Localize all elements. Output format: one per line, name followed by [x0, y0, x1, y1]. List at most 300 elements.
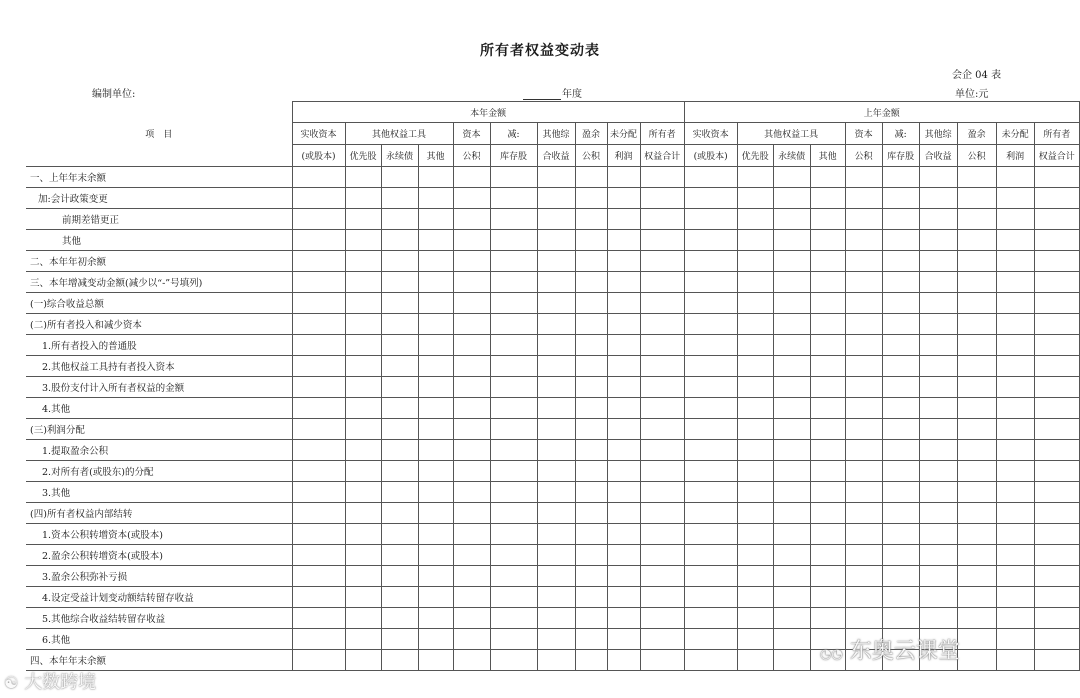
col-prior-treasury-stock-sub: 库存股: [882, 145, 919, 167]
amount-cell: [537, 230, 575, 251]
amount-cell: [1034, 398, 1079, 419]
amount-cell: [381, 629, 418, 650]
table-row: [26, 356, 1079, 377]
amount-cell: [810, 461, 845, 482]
col-prior-paid-in-capital: 实收资本: [684, 123, 737, 145]
amount-cell: [490, 398, 537, 419]
amount-cell: [453, 608, 490, 629]
amount-cell: [418, 209, 453, 230]
amount-cell: [575, 188, 607, 209]
amount-cell: [737, 608, 773, 629]
col-retained-earnings: 未分配: [607, 123, 640, 145]
amount-cell: [607, 377, 640, 398]
amount-cell: [490, 545, 537, 566]
col-prior-treasury-stock: 减:: [882, 123, 919, 145]
amount-cell: [845, 167, 882, 188]
amount-cell: [919, 440, 957, 461]
amount-cell: [418, 440, 453, 461]
amount-cell: [418, 503, 453, 524]
amount-cell: [453, 377, 490, 398]
col-prior-preferred: 优先股: [737, 145, 773, 167]
amount-cell: [345, 545, 381, 566]
amount-cell: [957, 461, 996, 482]
table-row: [26, 188, 1079, 209]
amount-cell: [640, 461, 684, 482]
amount-cell: [684, 440, 737, 461]
amount-cell: [810, 608, 845, 629]
amount-cell: [684, 356, 737, 377]
amount-cell: [882, 440, 919, 461]
amount-cell: [490, 356, 537, 377]
amount-cell: [381, 545, 418, 566]
amount-cell: [607, 482, 640, 503]
amount-cell: [737, 587, 773, 608]
amount-cell: [537, 650, 575, 671]
amount-cell: [575, 587, 607, 608]
amount-cell: [684, 587, 737, 608]
amount-cell: [292, 503, 345, 524]
amount-cell: [996, 629, 1034, 650]
amount-cell: [418, 167, 453, 188]
amount-cell: [882, 587, 919, 608]
amount-cell: [607, 230, 640, 251]
amount-cell: [453, 230, 490, 251]
amount-cell: [607, 293, 640, 314]
amount-cell: [957, 230, 996, 251]
amount-cell: [773, 230, 810, 251]
amount-cell: [345, 461, 381, 482]
amount-cell: [919, 566, 957, 587]
amount-cell: [810, 272, 845, 293]
col-prior-total-equity-sub: 权益合计: [1034, 145, 1079, 167]
amount-cell: [845, 503, 882, 524]
amount-cell: [919, 545, 957, 566]
amount-cell: [684, 524, 737, 545]
amount-cell: [810, 293, 845, 314]
amount-cell: [490, 230, 537, 251]
amount-cell: [575, 650, 607, 671]
amount-cell: [737, 398, 773, 419]
row-label: 3.其他: [26, 482, 292, 503]
amount-cell: [381, 566, 418, 587]
amount-cell: [773, 566, 810, 587]
amount-cell: [418, 629, 453, 650]
amount-cell: [418, 251, 453, 272]
amount-cell: [607, 503, 640, 524]
col-paid-in-capital-sub: (或股本): [292, 145, 345, 167]
amount-cell: [957, 188, 996, 209]
amount-cell: [810, 545, 845, 566]
amount-cell: [490, 608, 537, 629]
amount-cell: [1034, 209, 1079, 230]
amount-cell: [882, 188, 919, 209]
amount-cell: [773, 650, 810, 671]
table-row: [26, 566, 1079, 587]
amount-cell: [537, 398, 575, 419]
amount-cell: [737, 272, 773, 293]
amount-cell: [737, 335, 773, 356]
watermark-right-text: 东奥云课堂: [849, 639, 960, 664]
row-label: 3.盈余公积弥补亏损: [26, 566, 292, 587]
amount-cell: [607, 461, 640, 482]
amount-cell: [1034, 293, 1079, 314]
amount-cell: [418, 650, 453, 671]
row-label: 前期差错更正: [26, 209, 292, 230]
amount-cell: [292, 419, 345, 440]
amount-cell: [996, 503, 1034, 524]
amount-cell: [773, 335, 810, 356]
col-treasury-stock: 减:: [490, 123, 537, 145]
amount-cell: [640, 398, 684, 419]
watermark-right: [820, 634, 960, 665]
amount-cell: [919, 335, 957, 356]
amount-cell: [607, 587, 640, 608]
amount-cell: [882, 503, 919, 524]
amount-cell: [737, 314, 773, 335]
amount-cell: [919, 314, 957, 335]
amount-cell: [418, 482, 453, 503]
amount-cell: [684, 482, 737, 503]
amount-cell: [575, 335, 607, 356]
amount-cell: [292, 167, 345, 188]
amount-cell: [773, 524, 810, 545]
table-row: [26, 587, 1079, 608]
table-row: [26, 482, 1079, 503]
amount-cell: [292, 587, 345, 608]
amount-cell: [919, 419, 957, 440]
amount-cell: [490, 209, 537, 230]
amount-cell: [640, 587, 684, 608]
amount-cell: [773, 461, 810, 482]
amount-cell: [607, 356, 640, 377]
amount-cell: [684, 461, 737, 482]
amount-cell: [773, 419, 810, 440]
col-surplus-reserve: 盈余: [575, 123, 607, 145]
amount-cell: [957, 650, 996, 671]
amount-cell: [418, 398, 453, 419]
amount-cell: [292, 209, 345, 230]
amount-cell: [773, 314, 810, 335]
amount-cell: [845, 356, 882, 377]
amount-cell: [607, 272, 640, 293]
amount-cell: [845, 419, 882, 440]
equity-changes-table: [26, 101, 1080, 671]
amount-cell: [996, 356, 1034, 377]
row-label: 1.所有者投入的普通股: [26, 335, 292, 356]
amount-cell: [418, 545, 453, 566]
amount-cell: [453, 650, 490, 671]
amount-cell: [919, 608, 957, 629]
amount-cell: [292, 566, 345, 587]
amount-cell: [575, 167, 607, 188]
amount-cell: [737, 167, 773, 188]
amount-cell: [453, 314, 490, 335]
amount-cell: [607, 209, 640, 230]
amount-cell: [345, 188, 381, 209]
table-body: [26, 167, 1079, 671]
amount-cell: [345, 482, 381, 503]
amount-cell: [845, 461, 882, 482]
amount-cell: [537, 314, 575, 335]
amount-cell: [490, 566, 537, 587]
amount-cell: [957, 482, 996, 503]
amount-cell: [381, 608, 418, 629]
amount-cell: [996, 461, 1034, 482]
amount-cell: [345, 629, 381, 650]
col-prior-oci: 其他综: [919, 123, 957, 145]
amount-cell: [490, 188, 537, 209]
amount-cell: [1034, 356, 1079, 377]
col-prior-total-equity: 所有者: [1034, 123, 1079, 145]
amount-cell: [345, 440, 381, 461]
amount-cell: [418, 608, 453, 629]
amount-cell: [453, 293, 490, 314]
amount-cell: [773, 482, 810, 503]
col-oci: 其他综: [537, 123, 575, 145]
amount-cell: [345, 566, 381, 587]
amount-cell: [845, 482, 882, 503]
amount-cell: [453, 629, 490, 650]
amount-cell: [607, 524, 640, 545]
amount-cell: [845, 566, 882, 587]
amount-cell: [882, 167, 919, 188]
amount-cell: [957, 293, 996, 314]
amount-cell: [453, 545, 490, 566]
amount-cell: [453, 167, 490, 188]
col-treasury-stock-sub: 库存股: [490, 145, 537, 167]
amount-cell: [381, 587, 418, 608]
amount-cell: [292, 230, 345, 251]
col-other-tools: 其他: [418, 145, 453, 167]
amount-cell: [537, 251, 575, 272]
row-label: 加:会计政策变更: [26, 188, 292, 209]
amount-cell: [575, 314, 607, 335]
amount-cell: [453, 566, 490, 587]
amount-cell: [1034, 566, 1079, 587]
amount-cell: [292, 251, 345, 272]
amount-cell: [345, 335, 381, 356]
amount-cell: [537, 629, 575, 650]
amount-cell: [537, 461, 575, 482]
amount-cell: [845, 209, 882, 230]
amount-cell: [490, 461, 537, 482]
amount-cell: [882, 209, 919, 230]
amount-cell: [773, 377, 810, 398]
amount-cell: [737, 230, 773, 251]
amount-cell: [845, 398, 882, 419]
amount-cell: [996, 398, 1034, 419]
table-row: [26, 377, 1079, 398]
amount-cell: [957, 629, 996, 650]
amount-cell: [1034, 335, 1079, 356]
row-label: (三)利润分配: [26, 419, 292, 440]
col-preferred: 优先股: [345, 145, 381, 167]
amount-cell: [490, 482, 537, 503]
amount-cell: [490, 440, 537, 461]
amount-cell: [640, 335, 684, 356]
amount-cell: [684, 335, 737, 356]
amount-cell: [684, 272, 737, 293]
amount-cell: [957, 272, 996, 293]
amount-cell: [845, 314, 882, 335]
amount-cell: [575, 545, 607, 566]
col-prior-other-tools: 其他: [810, 145, 845, 167]
amount-cell: [381, 335, 418, 356]
amount-cell: [345, 377, 381, 398]
amount-cell: [537, 524, 575, 545]
amount-cell: [575, 482, 607, 503]
amount-cell: [575, 398, 607, 419]
amount-cell: [490, 650, 537, 671]
year-blank: [523, 89, 561, 100]
amount-cell: [490, 293, 537, 314]
amount-cell: [607, 188, 640, 209]
amount-cell: [345, 650, 381, 671]
amount-cell: [810, 188, 845, 209]
amount-cell: [537, 377, 575, 398]
amount-cell: [607, 545, 640, 566]
amount-cell: [845, 608, 882, 629]
amount-cell: [919, 482, 957, 503]
row-label: 3.股份支付计入所有者权益的金额: [26, 377, 292, 398]
amount-cell: [845, 230, 882, 251]
amount-cell: [919, 230, 957, 251]
amount-cell: [957, 587, 996, 608]
col-perpetual: 永续债: [381, 145, 418, 167]
col-retained-earnings-sub: 利润: [607, 145, 640, 167]
amount-cell: [1034, 167, 1079, 188]
amount-cell: [684, 314, 737, 335]
amount-cell: [737, 524, 773, 545]
amount-cell: [996, 314, 1034, 335]
amount-cell: [919, 503, 957, 524]
amount-cell: [607, 251, 640, 272]
amount-cell: [1034, 188, 1079, 209]
amount-cell: [1034, 608, 1079, 629]
amount-cell: [640, 482, 684, 503]
amount-cell: [882, 419, 919, 440]
amount-cell: [381, 461, 418, 482]
amount-cell: [882, 230, 919, 251]
amount-cell: [292, 314, 345, 335]
amount-cell: [737, 188, 773, 209]
amount-cell: [292, 608, 345, 629]
table-row: [26, 167, 1079, 188]
amount-cell: [882, 377, 919, 398]
col-prior-surplus-reserve-sub: 公积: [957, 145, 996, 167]
amount-cell: [292, 272, 345, 293]
amount-cell: [453, 188, 490, 209]
amount-cell: [773, 272, 810, 293]
amount-cell: [292, 524, 345, 545]
amount-cell: [640, 230, 684, 251]
row-label: (二)所有者投入和减少资本: [26, 314, 292, 335]
amount-cell: [381, 419, 418, 440]
amount-cell: [882, 272, 919, 293]
amount-cell: [453, 482, 490, 503]
amount-cell: [490, 587, 537, 608]
amount-cell: [1034, 461, 1079, 482]
amount-cell: [607, 650, 640, 671]
amount-cell: [1034, 419, 1079, 440]
table-row: [26, 398, 1079, 419]
amount-cell: [575, 524, 607, 545]
swirl-icon: ☯: [4, 673, 19, 692]
amount-cell: [684, 566, 737, 587]
amount-cell: [684, 608, 737, 629]
amount-cell: [882, 566, 919, 587]
amount-cell: [292, 461, 345, 482]
amount-cell: [490, 419, 537, 440]
amount-cell: [575, 230, 607, 251]
amount-cell: [996, 167, 1034, 188]
amount-cell: [575, 503, 607, 524]
col-prior-retained-earnings-sub: 利润: [996, 145, 1034, 167]
amount-cell: [381, 272, 418, 293]
col-total-equity: 所有者: [640, 123, 684, 145]
amount-cell: [773, 629, 810, 650]
amount-cell: [919, 524, 957, 545]
amount-cell: [537, 188, 575, 209]
amount-cell: [607, 608, 640, 629]
col-surplus-reserve-sub: 公积: [575, 145, 607, 167]
amount-cell: [1034, 545, 1079, 566]
amount-cell: [845, 335, 882, 356]
amount-cell: [919, 167, 957, 188]
amount-cell: [537, 209, 575, 230]
amount-cell: [684, 629, 737, 650]
amount-cell: [773, 587, 810, 608]
amount-cell: [640, 356, 684, 377]
compiler-label: 编制单位:: [92, 89, 136, 100]
amount-cell: [684, 251, 737, 272]
amount-cell: [490, 629, 537, 650]
amount-cell: [537, 293, 575, 314]
amount-cell: [919, 377, 957, 398]
amount-cell: [1034, 440, 1079, 461]
col-prior-perpetual: 永续债: [773, 145, 810, 167]
amount-cell: [1034, 314, 1079, 335]
amount-cell: [845, 293, 882, 314]
amount-cell: [1034, 251, 1079, 272]
amount-cell: [292, 545, 345, 566]
amount-cell: [737, 440, 773, 461]
amount-cell: [773, 188, 810, 209]
amount-cell: [640, 440, 684, 461]
amount-cell: [490, 503, 537, 524]
amount-cell: [996, 293, 1034, 314]
amount-cell: [381, 440, 418, 461]
amount-cell: [453, 461, 490, 482]
amount-cell: [640, 650, 684, 671]
amount-cell: [575, 629, 607, 650]
amount-cell: [810, 503, 845, 524]
amount-cell: [640, 545, 684, 566]
row-label: 1.提取盈余公积: [26, 440, 292, 461]
amount-cell: [575, 251, 607, 272]
amount-cell: [737, 629, 773, 650]
amount-cell: [537, 356, 575, 377]
amount-cell: [996, 209, 1034, 230]
chat-icon: ◔◔: [820, 647, 843, 662]
amount-cell: [1034, 230, 1079, 251]
amount-cell: [345, 524, 381, 545]
prior-year-header: 上年金额: [684, 102, 1079, 123]
amount-cell: [381, 650, 418, 671]
amount-cell: [640, 272, 684, 293]
amount-cell: [810, 209, 845, 230]
amount-cell: [882, 251, 919, 272]
